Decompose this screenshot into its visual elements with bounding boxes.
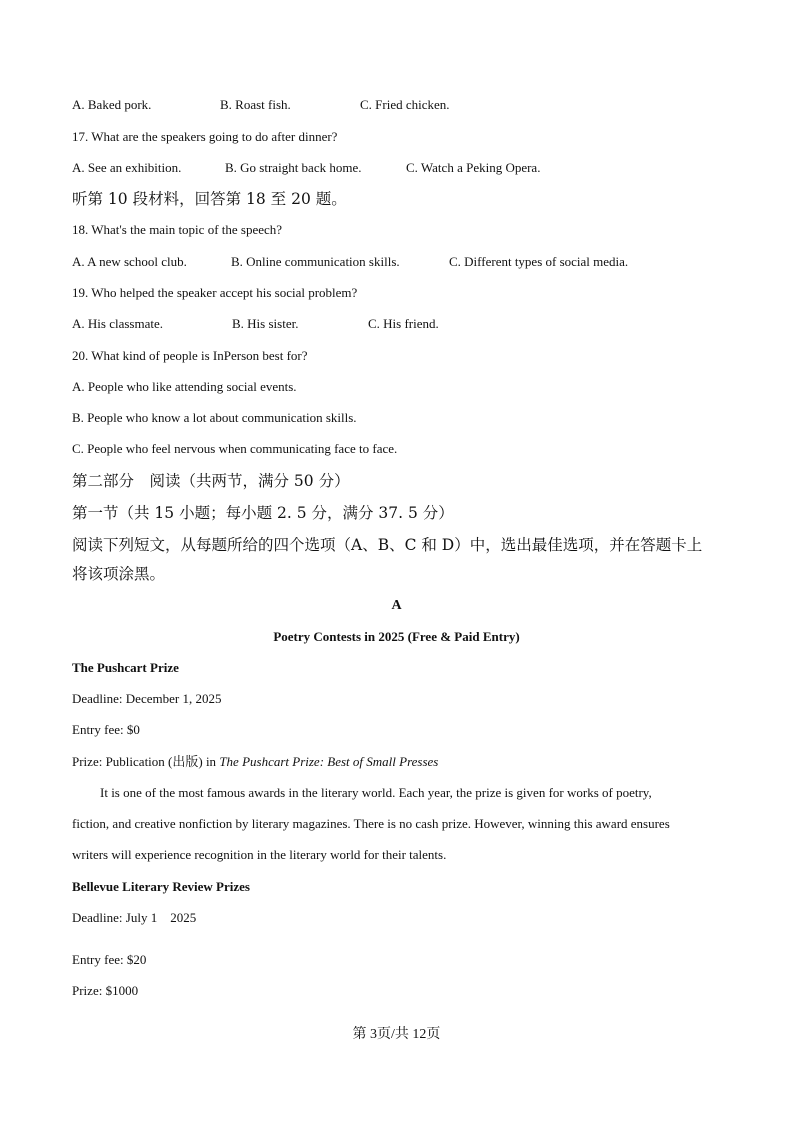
pushcart-desc-line3: writers will experience recognition in the literary world for their talents.	[72, 847, 447, 862]
q18-option-c: C. Different types of social media.	[449, 254, 629, 269]
q17-option-c: C. Watch a Peking Opera.	[406, 160, 541, 175]
q16-option-a: A. Baked pork.	[72, 97, 152, 112]
pushcart-entry-fee: Entry fee: $0	[72, 722, 140, 737]
bellevue-prize: Prize: $1000	[72, 983, 139, 998]
pushcart-name: The Pushcart Prize	[72, 660, 179, 675]
passage-letter: A	[391, 598, 402, 613]
pushcart-deadline: Deadline: December 1, 2025	[72, 691, 222, 706]
q20-question: 20. What kind of people is InPerson best for?	[72, 348, 308, 363]
q17-option-a: A. See an exhibition.	[72, 160, 182, 175]
q19-question: 19. Who helped the speaker accept his social problem?	[72, 285, 358, 300]
pushcart-prize-prefix: Prize: Publication (出版) in	[72, 754, 220, 769]
q18-option-b: B. Online communication skills.	[231, 254, 400, 269]
q19-option-c: C. His friend.	[368, 316, 439, 331]
passage-title: Poetry Contests in 2025 (Free & Paid Entry)	[273, 629, 520, 644]
pushcart-prize	[72, 754, 438, 770]
part2-section1-heading: 第一节（共 15 小题；每小题 2. 5 分，满分 37. 5 分）	[72, 504, 454, 522]
q16-option-c: C. Fried chicken.	[360, 97, 450, 112]
q20-option-a: A. People who like attending social events.	[72, 379, 297, 394]
q18-question: 18. What's the main topic of the speech?	[72, 222, 283, 237]
part2-heading: 第二部分 阅读（共两节，满分 50 分）	[72, 472, 350, 490]
q16-option-b: B. Roast fish.	[220, 97, 291, 112]
pushcart-desc-line2: fiction, and creative nonfiction by literary magazines. There is no cash prize. However, winning this award ensures	[72, 816, 670, 831]
q19-option-b: B. His sister.	[232, 316, 299, 331]
pushcart-prize-title: The Pushcart Prize: Best of Small Presses	[219, 754, 439, 769]
q17-option-b: B. Go straight back home.	[225, 160, 362, 175]
q20-option-c: C. People who feel nervous when communicating face to face.	[72, 441, 398, 456]
q18-option-a: A. A new school club.	[72, 254, 187, 269]
q17-question: 17. What are the speakers going to do after dinner?	[72, 129, 338, 144]
bellevue-name: Bellevue Literary Review Prizes	[72, 879, 250, 894]
page-footer: 第 3页/共 12页	[352, 1027, 441, 1042]
instructions-line1: 阅读下列短文，从每题所给的四个选项（A、B、C 和 D）中，选出最佳选项，并在答题卡上	[72, 536, 703, 554]
q20-option-b: B. People who know a lot about communication skills.	[72, 410, 357, 425]
pushcart-desc-line1: It is one of the most famous awards in the literary world. Each year, the prize is given for works of poetry,	[100, 785, 652, 800]
bellevue-entry-fee: Entry fee: $20	[72, 952, 147, 967]
bellevue-deadline: Deadline: July 1 2025	[72, 910, 197, 925]
q19-option-a: A. His classmate.	[72, 316, 163, 331]
section10-instruction: 听第 10 段材料，回答第 18 至 20 题。	[72, 190, 347, 208]
instructions-line2: 将该项涂黑。	[72, 565, 166, 583]
